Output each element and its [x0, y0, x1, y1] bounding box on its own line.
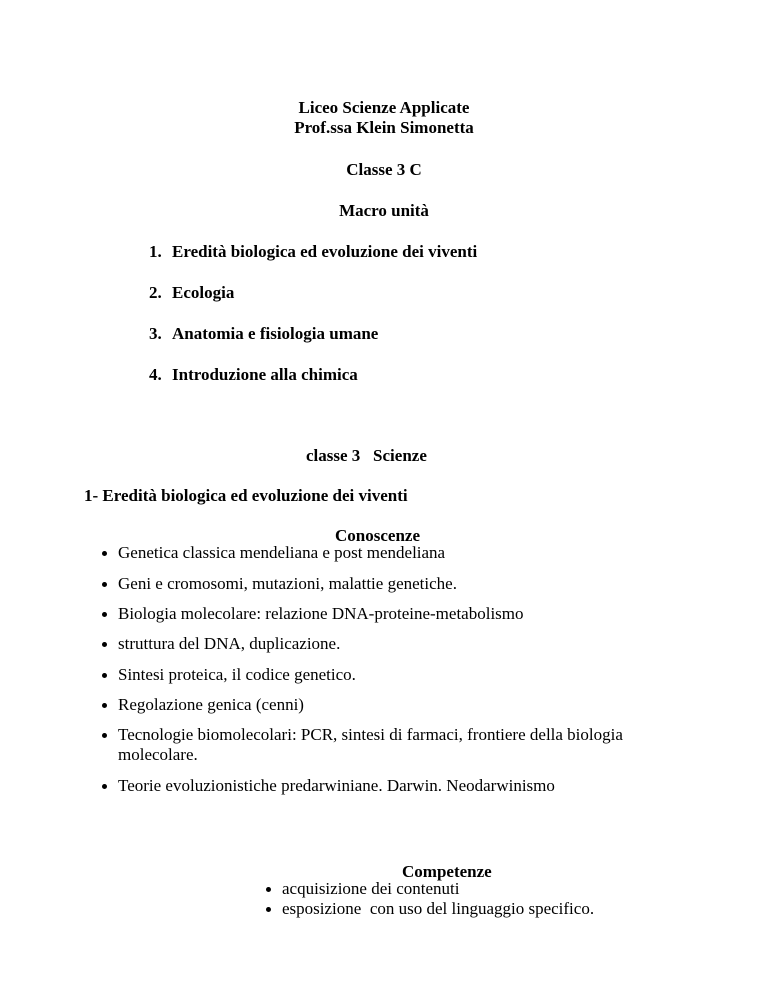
- class-subject-heading: classe 3 Scienze: [306, 446, 427, 465]
- bullet-icon: [102, 551, 107, 556]
- macro-unit-4-number: 4.: [149, 365, 162, 384]
- macro-unit-2-label: Ecologia: [172, 283, 235, 302]
- knowledge-item: Teorie evoluzionistiche predarwiniane. Darwin. Neodarwinismo: [118, 776, 555, 795]
- macro-unit-4-label: Introduzione alla chimica: [172, 365, 358, 384]
- knowledge-item: Geni e cromosomi, mutazioni, malattie genetiche.: [118, 574, 457, 593]
- bullet-icon: [102, 642, 107, 647]
- knowledge-title: Conoscenze: [335, 526, 420, 545]
- bullet-icon: [102, 784, 107, 789]
- knowledge-item: Tecnologie biomolecolari: PCR, sintesi di farmaci, frontiere della biologia: [118, 725, 623, 744]
- bullet-icon: [102, 673, 107, 678]
- competence-title: Competenze: [402, 862, 492, 881]
- macro-units-title: Macro unità: [339, 201, 429, 220]
- class-label: Classe 3 C: [346, 160, 422, 179]
- school-name: Liceo Scienze Applicate: [298, 98, 470, 117]
- knowledge-item: struttura del DNA, duplicazione.: [118, 634, 341, 653]
- bullet-icon: [266, 907, 271, 912]
- macro-unit-1-number: 1.: [149, 242, 162, 261]
- bullet-icon: [102, 733, 107, 738]
- macro-unit-3-number: 3.: [149, 324, 162, 343]
- knowledge-item: Regolazione genica (cenni): [118, 695, 304, 714]
- bullet-icon: [102, 612, 107, 617]
- bullet-icon: [266, 887, 271, 892]
- teacher-name: Prof.ssa Klein Simonetta: [294, 118, 474, 137]
- macro-unit-2-number: 2.: [149, 283, 162, 302]
- knowledge-item: Genetica classica mendeliana e post mendeliana: [118, 543, 446, 562]
- macro-unit-3-label: Anatomia e fisiologia umane: [172, 324, 379, 343]
- macro-unit-1-label: Eredità biologica ed evoluzione dei viventi: [172, 242, 478, 261]
- knowledge-item: Biologia molecolare: relazione DNA-proteine-metabolismo: [118, 604, 524, 623]
- bullet-icon: [102, 582, 107, 587]
- unit-title: 1- Eredità biologica ed evoluzione dei viventi: [84, 486, 408, 505]
- competence-item: acquisizione dei contenuti: [282, 879, 460, 898]
- knowledge-item: Sintesi proteica, il codice genetico.: [118, 665, 356, 684]
- competence-item: esposizione con uso del linguaggio specifico.: [282, 899, 595, 918]
- knowledge-item-continuation: molecolare.: [118, 745, 198, 764]
- bullet-icon: [102, 703, 107, 708]
